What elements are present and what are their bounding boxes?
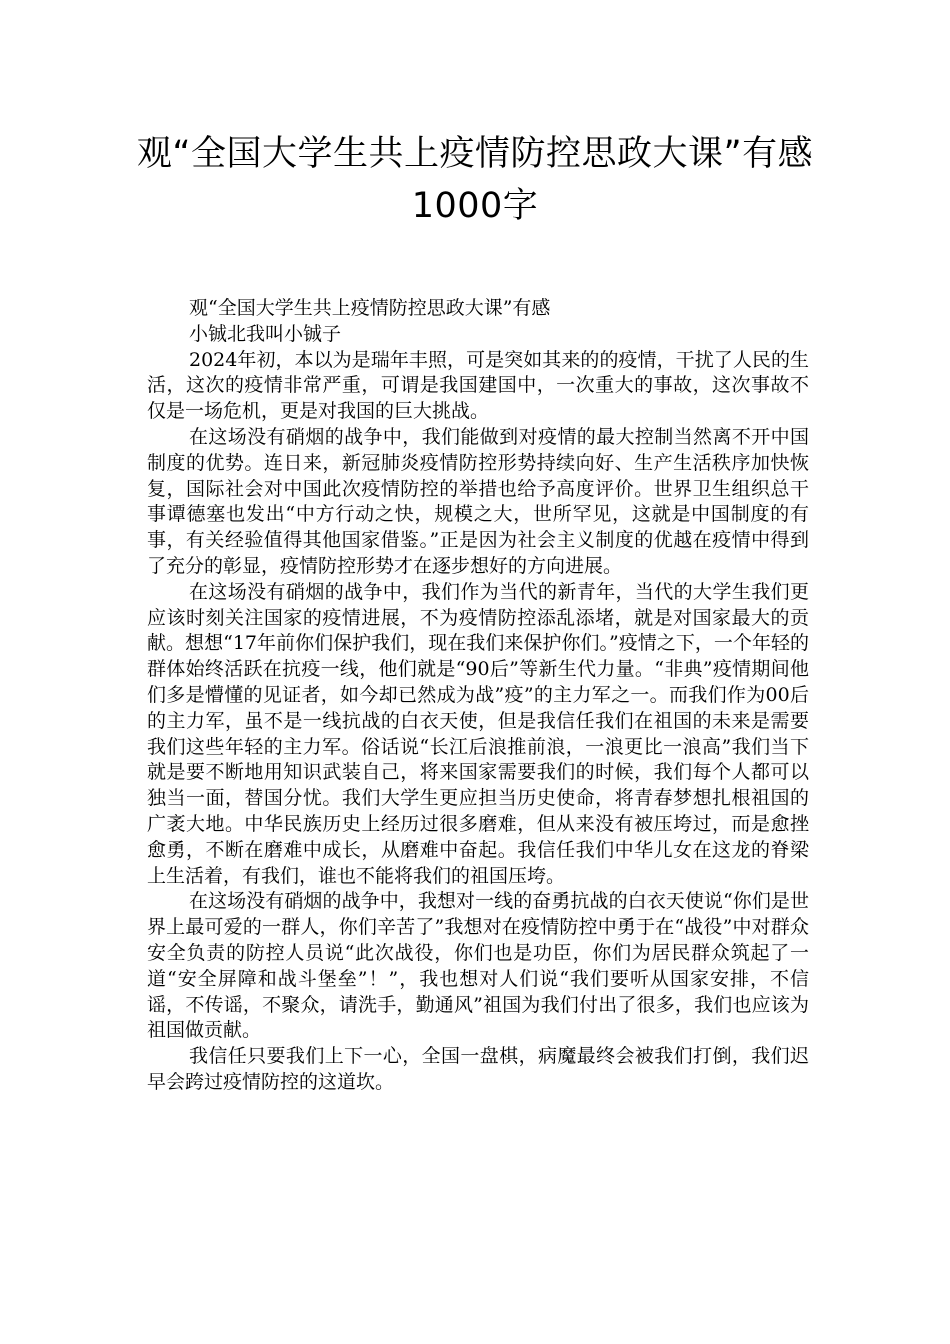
body-paragraph: 在这场没有硝烟的战争中，我们能做到对疫情的最大控制当然离不开中国制度的优势。连日来，新冠肺炎疫情防控形势持续向好、生产生活秩序加快恢复，国际社会对中国此次疫情防控的举措也给予高度评价。世界卫生组织总干事谭德塞也发出“中方行动之快，规模之大，世所罕见，这就是中国制度的有事，有关经验值得其他国家借鉴。”正是因为社会主义制度的优越在疫情中得到了充分的彰显，疫情防控形势才在逐步想好的方向进展。: [147, 425, 809, 577]
body-paragraph: 我信任只要我们上下一心，全国一盘棋，病魔最终会被我们打倒，我们迟早会跨过疫情防控的这道坎。: [147, 1045, 809, 1093]
body-paragraph: 在这场没有硝烟的战争中，我们作为当代的新青年，当代的大学生我们更应该时刻关注国家的疫情进展，不为疫情防控添乱添堵，就是对国家最大的贡献。想想“17年前你们保护我们，现在我们来保护你们。”疫情之下，一个年轻的群体始终活跃在抗疫一线，他们就是“90后”等新生代力量。“非典”疫情期间他们多是懵懂的见证者，如今却已然成为战”疫”的主力军之一。而我们作为00后的主力军，虽不是一线抗战的白衣天使，但是我信任我们在祖国的未来是需要我们这些年轻的主力军。俗话说“长江后浪推前浪，一浪更比一浪高”我们当下就是要不断地用知识武装自己，将来国家需要我们的时候，我们每个人都可以独当一面，替国分忧。我们大学生更应担当历史使命，将青春梦想扎根祖国的广袤大地。中华民族历史上经历过很多磨难，但从来没有被压垮过，而是愈挫愈勇，不断在磨难中成长，从磨难中奋起。我信任我们中华儿女在这龙的脊梁上生活着，有我们，谁也不能将我们的祖国压垮。: [147, 580, 809, 887]
essay-heading: 观“全国大学生共上疫情防控思政大课”有感: [189, 297, 551, 319]
document-body: [147, 296, 809, 1096]
author-line: 小铖北我叫小铖子: [189, 322, 342, 345]
document-title: 观“全国大学生共上疫情防控思政大课”有感 1000字: [136, 134, 814, 226]
body-paragraph: 在这场没有硝烟的战争中，我想对一线的奋勇抗战的白衣天使说“你们是世界上最可爱的一群人，你们辛苦了”我想对在疫情防控中勇于在“战役”中对群众安全负责的防控人员说“此次战役，你们也是功臣，你们为居民群众筑起了一道“安全屏障和战斗堡垒”！”，我也想对人们说“我们要听从国家安排，不信谣，不传谣，不聚众，请洗手，勤通风”祖国为我们付出了很多，我们也应该为祖国做贡献。: [147, 890, 809, 1042]
body-paragraph: 2024年初，本以为是瑞年丰照，可是突如其来的的疫情，干扰了人民的生活，这次的疫情非常严重，可谓是我国建国中，一次重大的事故，这次事故不仅是一场危机，更是对我国的巨大挑战。: [147, 348, 809, 423]
